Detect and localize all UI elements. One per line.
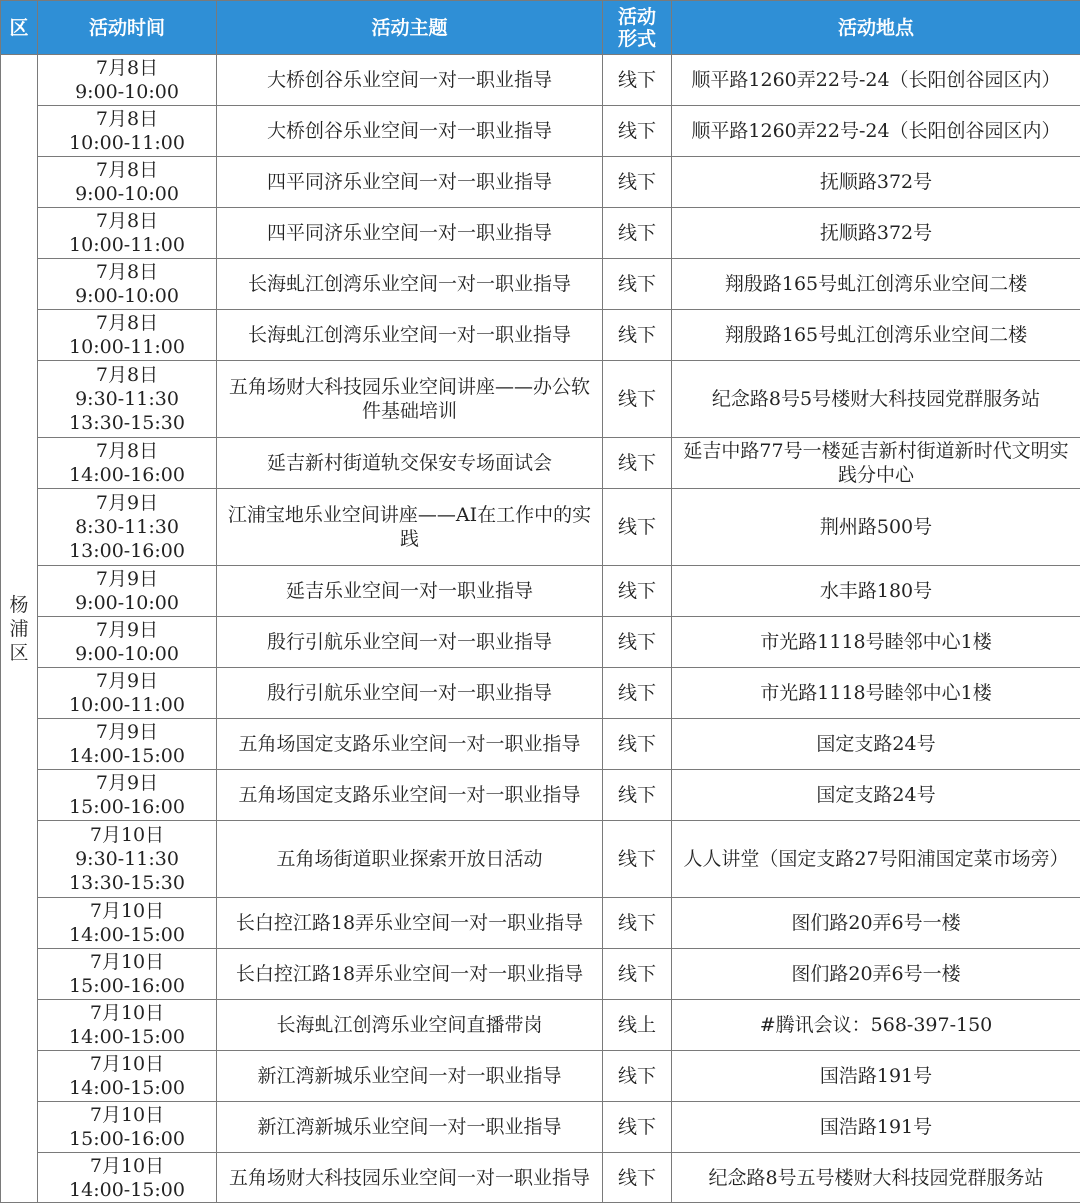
time-cell (38, 361, 217, 438)
date-text: 7月10日 (42, 1052, 212, 1076)
location-cell: 抚顺路372号 (672, 157, 1080, 208)
date-text: 7月9日 (42, 491, 212, 515)
header-time: 活动时间 (38, 1, 217, 55)
time-cell (38, 566, 217, 617)
time-cell (38, 949, 217, 1000)
time-cell (38, 770, 217, 821)
date-text: 7月8日 (42, 56, 212, 80)
time-range-text: 9:00-10:00 (42, 284, 212, 308)
location-cell: 图们路20弄6号一楼 (672, 898, 1080, 949)
time-range-text: 14:00-15:00 (42, 1178, 212, 1202)
format-cell: 线下 (603, 310, 672, 361)
table-row (1, 617, 1080, 668)
header-district: 区 (1, 1, 38, 55)
date-text: 7月9日 (42, 567, 212, 591)
date-text: 7月10日 (42, 823, 212, 847)
topic-cell: 五角场财大科技园乐业空间一对一职业指导 (217, 1153, 603, 1203)
time-cell (38, 821, 217, 898)
table-row (1, 208, 1080, 259)
topic-cell: 长白控江路18弄乐业空间一对一职业指导 (217, 898, 603, 949)
format-cell: 线下 (603, 259, 672, 310)
topic-cell: 长海虬江创湾乐业空间直播带岗 (217, 1000, 603, 1051)
table-row (1, 770, 1080, 821)
location-cell: 国定支路24号 (672, 770, 1080, 821)
date-text: 7月9日 (42, 771, 212, 795)
topic-cell: 长海虬江创湾乐业空间一对一职业指导 (217, 310, 603, 361)
time-cell (38, 55, 217, 106)
time-cell (38, 617, 217, 668)
location-cell: 延吉中路77号一楼延吉新村街道新时代文明实践分中心 (672, 438, 1080, 489)
topic-cell: 四平同济乐业空间一对一职业指导 (217, 157, 603, 208)
format-cell: 线下 (603, 157, 672, 208)
time-range-text: 14:00-15:00 (42, 744, 212, 768)
time-range-text: 14:00-16:00 (42, 463, 212, 487)
location-cell: 国定支路24号 (672, 719, 1080, 770)
time-range-text: 9:00-10:00 (42, 80, 212, 104)
location-cell: 纪念路8号五号楼财大科技园党群服务站 (672, 1153, 1080, 1203)
date-text: 7月8日 (42, 311, 212, 335)
format-cell: 线下 (603, 821, 672, 898)
time-range-text: 8:30-11:30 13:00-16:00 (42, 515, 212, 563)
table-row (1, 106, 1080, 157)
table-row (1, 157, 1080, 208)
location-cell: 翔殷路165号虬江创湾乐业空间二楼 (672, 259, 1080, 310)
date-text: 7月10日 (42, 1103, 212, 1127)
topic-cell: 大桥创谷乐业空间一对一职业指导 (217, 55, 603, 106)
topic-cell: 殷行引航乐业空间一对一职业指导 (217, 617, 603, 668)
location-cell: 荆州路500号 (672, 489, 1080, 566)
table-row (1, 1000, 1080, 1051)
time-cell (38, 157, 217, 208)
format-cell: 线下 (603, 1102, 672, 1153)
topic-cell: 五角场国定支路乐业空间一对一职业指导 (217, 770, 603, 821)
location-cell: 国浩路191号 (672, 1102, 1080, 1153)
topic-cell: 五角场街道职业探索开放日活动 (217, 821, 603, 898)
location-cell: 图们路20弄6号一楼 (672, 949, 1080, 1000)
location-cell: 顺平路1260弄22号-24（长阳创谷园区内） (672, 106, 1080, 157)
table-row (1, 668, 1080, 719)
time-range-text: 14:00-15:00 (42, 1025, 212, 1049)
table-row (1, 821, 1080, 898)
location-cell: #腾讯会议：568-397-150 (672, 1000, 1080, 1051)
district-label: 杨浦区 (9, 593, 29, 665)
time-range-text: 9:00-10:00 (42, 591, 212, 615)
table-row (1, 898, 1080, 949)
topic-cell: 延吉新村街道轨交保安专场面试会 (217, 438, 603, 489)
time-cell (38, 1051, 217, 1102)
time-range-text: 9:00-10:00 (42, 642, 212, 666)
header-format: 活动 形式 (603, 1, 672, 55)
table-row (1, 259, 1080, 310)
location-cell: 人人讲堂（国定支路27号阳浦国定菜市场旁） (672, 821, 1080, 898)
date-text: 7月8日 (42, 363, 212, 387)
date-text: 7月8日 (42, 209, 212, 233)
table-row (1, 361, 1080, 438)
header-row (1, 1, 1080, 55)
district-cell (1, 55, 38, 1203)
location-cell: 水丰路180号 (672, 566, 1080, 617)
time-range-text: 14:00-15:00 (42, 1076, 212, 1100)
format-cell: 线下 (603, 1153, 672, 1203)
date-text: 7月10日 (42, 1001, 212, 1025)
format-cell: 线下 (603, 55, 672, 106)
location-cell: 抚顺路372号 (672, 208, 1080, 259)
time-range-text: 10:00-11:00 (42, 335, 212, 359)
topic-cell: 五角场国定支路乐业空间一对一职业指导 (217, 719, 603, 770)
date-text: 7月9日 (42, 669, 212, 693)
topic-cell: 长海虬江创湾乐业空间一对一职业指导 (217, 259, 603, 310)
time-cell (38, 668, 217, 719)
format-cell: 线下 (603, 617, 672, 668)
format-cell: 线下 (603, 438, 672, 489)
time-range-text: 10:00-11:00 (42, 693, 212, 717)
table-row (1, 566, 1080, 617)
table-row (1, 55, 1080, 106)
format-cell: 线下 (603, 106, 672, 157)
format-cell: 线上 (603, 1000, 672, 1051)
location-cell: 纪念路8号5号楼财大科技园党群服务站 (672, 361, 1080, 438)
time-cell (38, 1153, 217, 1203)
format-cell: 线下 (603, 489, 672, 566)
time-range-text: 15:00-16:00 (42, 795, 212, 819)
format-cell: 线下 (603, 361, 672, 438)
format-cell: 线下 (603, 1051, 672, 1102)
time-cell (38, 106, 217, 157)
header-location: 活动地点 (672, 1, 1080, 55)
time-range-text: 15:00-16:00 (42, 1127, 212, 1151)
table-row (1, 310, 1080, 361)
time-cell (38, 1000, 217, 1051)
time-cell (38, 438, 217, 489)
format-cell: 线下 (603, 208, 672, 259)
table-row (1, 1102, 1080, 1153)
time-range-text: 9:00-10:00 (42, 182, 212, 206)
topic-cell: 五角场财大科技园乐业空间讲座——办公软件基础培训 (217, 361, 603, 438)
date-text: 7月8日 (42, 439, 212, 463)
table-row (1, 1051, 1080, 1102)
topic-cell: 延吉乐业空间一对一职业指导 (217, 566, 603, 617)
table-row (1, 719, 1080, 770)
topic-cell: 长白控江路18弄乐业空间一对一职业指导 (217, 949, 603, 1000)
date-text: 7月8日 (42, 158, 212, 182)
date-text: 7月8日 (42, 260, 212, 284)
date-text: 7月8日 (42, 107, 212, 131)
table-row (1, 489, 1080, 566)
time-cell (38, 898, 217, 949)
time-cell (38, 310, 217, 361)
format-cell: 线下 (603, 566, 672, 617)
time-range-text: 14:00-15:00 (42, 923, 212, 947)
format-cell: 线下 (603, 668, 672, 719)
format-cell: 线下 (603, 770, 672, 821)
time-range-text: 9:30-11:30 13:30-15:30 (42, 387, 212, 435)
time-range-text: 9:30-11:30 13:30-15:30 (42, 847, 212, 895)
location-cell: 市光路1118号睦邻中心1楼 (672, 668, 1080, 719)
topic-cell: 殷行引航乐业空间一对一职业指导 (217, 668, 603, 719)
date-text: 7月10日 (42, 950, 212, 974)
date-text: 7月10日 (42, 899, 212, 923)
date-text: 7月9日 (42, 618, 212, 642)
date-text: 7月9日 (42, 720, 212, 744)
time-cell (38, 489, 217, 566)
table-row (1, 1153, 1080, 1203)
location-cell: 国浩路191号 (672, 1051, 1080, 1102)
table-row (1, 949, 1080, 1000)
location-cell: 翔殷路165号虬江创湾乐业空间二楼 (672, 310, 1080, 361)
time-range-text: 15:00-16:00 (42, 974, 212, 998)
topic-cell: 大桥创谷乐业空间一对一职业指导 (217, 106, 603, 157)
table-body (1, 55, 1080, 1203)
time-cell (38, 1102, 217, 1153)
topic-cell: 新江湾新城乐业空间一对一职业指导 (217, 1102, 603, 1153)
date-text: 7月10日 (42, 1154, 212, 1178)
time-cell (38, 208, 217, 259)
time-range-text: 10:00-11:00 (42, 131, 212, 155)
topic-cell: 江浦宝地乐业空间讲座——AI在工作中的实践 (217, 489, 603, 566)
time-cell (38, 259, 217, 310)
location-cell: 顺平路1260弄22号-24（长阳创谷园区内） (672, 55, 1080, 106)
time-cell (38, 719, 217, 770)
header-topic: 活动主题 (217, 1, 603, 55)
format-cell: 线下 (603, 719, 672, 770)
format-cell: 线下 (603, 898, 672, 949)
location-cell: 市光路1118号睦邻中心1楼 (672, 617, 1080, 668)
time-range-text: 10:00-11:00 (42, 233, 212, 257)
topic-cell: 新江湾新城乐业空间一对一职业指导 (217, 1051, 603, 1102)
table-row (1, 438, 1080, 489)
topic-cell: 四平同济乐业空间一对一职业指导 (217, 208, 603, 259)
format-cell: 线下 (603, 949, 672, 1000)
